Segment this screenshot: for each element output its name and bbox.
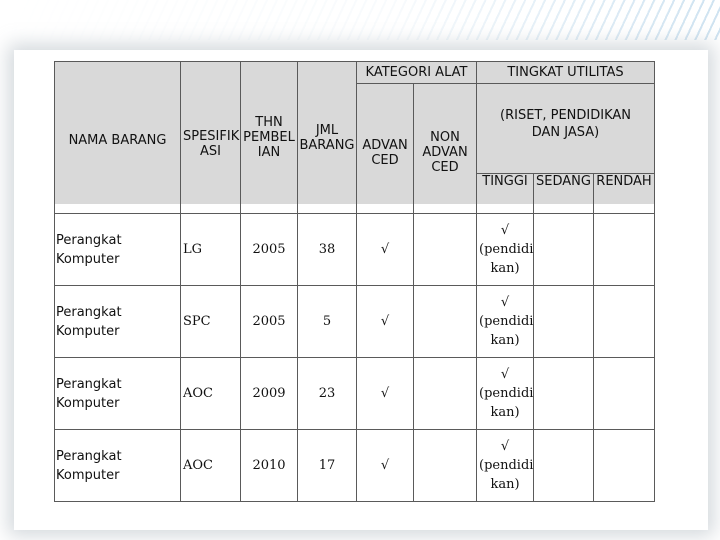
cell-sedang — [534, 286, 594, 358]
header-non-advanced: NON ADVAN CED — [414, 84, 477, 214]
cell-nama-barang: Perangkat Komputer — [55, 286, 181, 358]
cell-advanced: √ — [357, 430, 414, 502]
cell-jumlah: 23 — [298, 358, 357, 430]
header-advanced: ADVAN CED — [357, 84, 414, 214]
cell-rendah — [594, 430, 655, 502]
table-row — [55, 430, 655, 502]
table-row — [55, 358, 655, 430]
header-nama-barang: NAMA BARANG — [55, 62, 181, 214]
cell-tahun: 2005 — [241, 286, 298, 358]
header-kategori-alat: KATEGORI ALAT — [357, 62, 477, 84]
cell-tahun: 2005 — [241, 214, 298, 286]
cell-sedang — [534, 430, 594, 502]
cell-non-advanced — [414, 358, 477, 430]
cell-advanced: √ — [357, 286, 414, 358]
cell-rendah — [594, 358, 655, 430]
header-tingkat-utilitas: TINGKAT UTILITAS — [477, 62, 655, 84]
cell-non-advanced — [414, 286, 477, 358]
cell-spesifikasi: SPC — [181, 286, 241, 358]
cell-advanced: √ — [357, 214, 414, 286]
cell-nama-barang: Perangkat Komputer — [55, 430, 181, 502]
cell-spesifikasi: AOC — [181, 430, 241, 502]
cell-nama-barang: Perangkat Komputer — [55, 214, 181, 286]
header-jumlah-barang: JML BARANG — [298, 62, 357, 214]
cell-tahun: 2009 — [241, 358, 298, 430]
cell-sedang — [534, 358, 594, 430]
cell-jumlah: 38 — [298, 214, 357, 286]
cell-non-advanced — [414, 430, 477, 502]
cell-spesifikasi: AOC — [181, 358, 241, 430]
header-rendah: RENDAH — [594, 174, 655, 214]
cell-nama-barang: Perangkat Komputer — [55, 358, 181, 430]
cell-rendah — [594, 214, 655, 286]
inventory-table — [54, 61, 655, 502]
cell-sedang — [534, 214, 594, 286]
table-row — [55, 286, 655, 358]
cell-non-advanced — [414, 214, 477, 286]
table-row — [55, 214, 655, 286]
header-tahun-pembelian: THN PEMBEL IAN — [241, 62, 298, 214]
header-tinggi: TINGGI — [477, 174, 534, 214]
header-utilitas-note: (RISET, PENDIDIKAN DAN JASA) — [477, 84, 655, 174]
cell-jumlah: 17 — [298, 430, 357, 502]
cell-rendah — [594, 286, 655, 358]
cell-tinggi: √ (pendidi kan) — [477, 358, 534, 430]
header-sedang: SEDANG — [534, 174, 594, 214]
cell-spesifikasi: LG — [181, 214, 241, 286]
stripes-fade — [0, 0, 720, 40]
cell-advanced: √ — [357, 358, 414, 430]
cell-jumlah: 5 — [298, 286, 357, 358]
cell-tahun: 2010 — [241, 430, 298, 502]
cell-tinggi: √ (pendidi kan) — [477, 430, 534, 502]
cell-tinggi: √ (pendidi kan) — [477, 214, 534, 286]
cell-tinggi: √ (pendidi kan) — [477, 286, 534, 358]
header-spesifikasi: SPESIFIK ASI — [181, 62, 241, 214]
